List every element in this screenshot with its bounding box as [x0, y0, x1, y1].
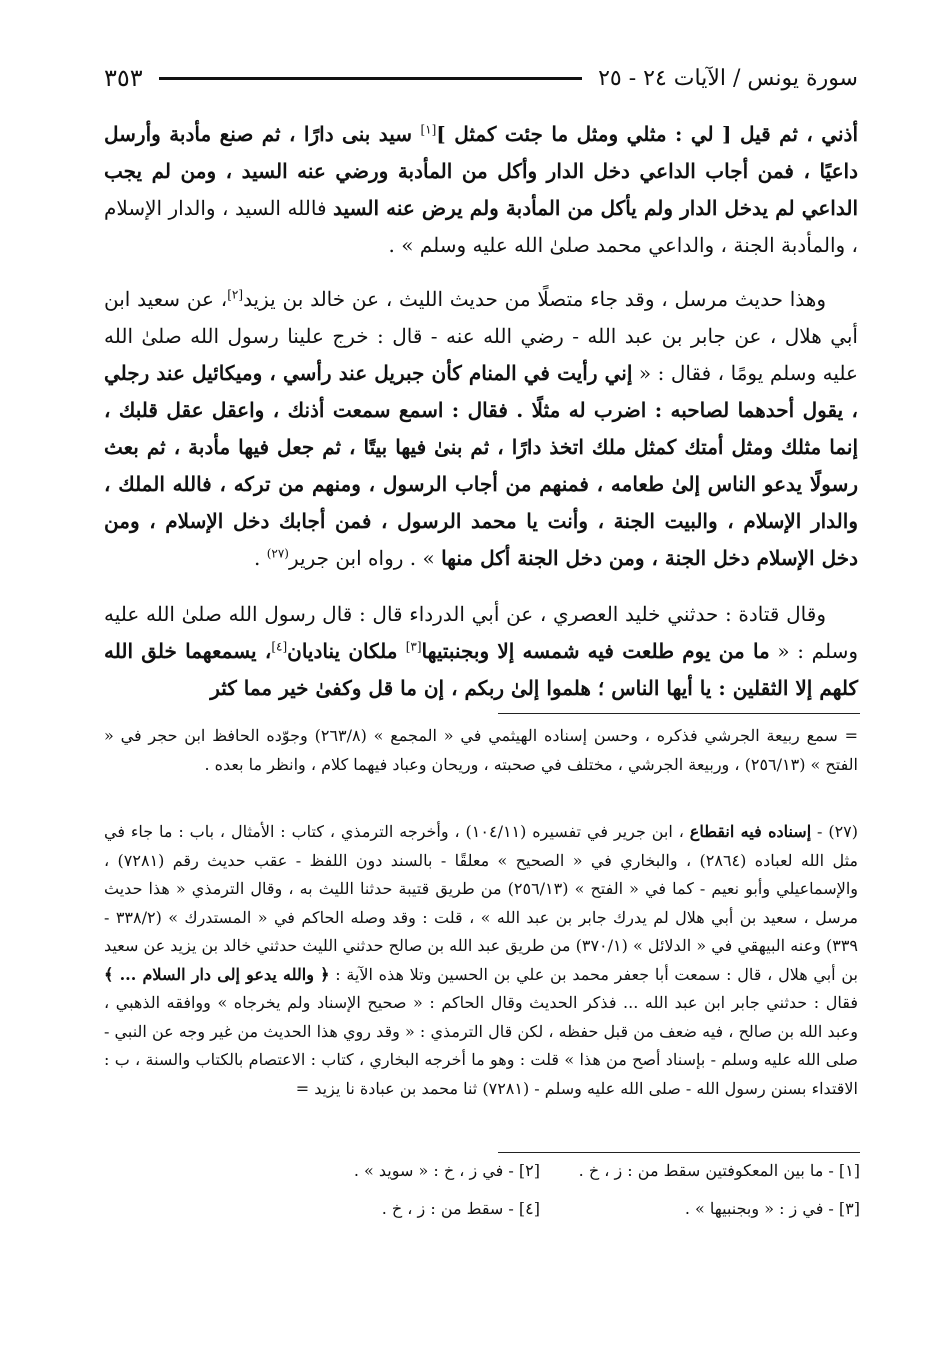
footnote-marker: [٣] — [405, 639, 422, 654]
footnote-marker: [٢] — [227, 287, 244, 302]
plain-text: وهذا حديث مرسل ، وقد جاء متصلًا من حديث الليث ، عن خالد بن يزيد — [243, 287, 827, 311]
plain-text: فالله السيد ، والدار الإسلام ، والمأدبة الجنة ، والداعي محمد صلىٰ الله عليه وسلم » . — [104, 196, 858, 257]
footnote-number: (٢٧) - — [811, 822, 859, 841]
bold-text: ملكان يناديان — [287, 639, 406, 663]
footnote-marker: (٢٧) — [266, 546, 289, 561]
variant-note: [٤] - سقط من : ز ، خ . — [381, 1199, 540, 1218]
bold-text: إسناده فيه انقطاع — [689, 822, 812, 841]
plain-text: . — [253, 546, 267, 570]
variant-notes — [220, 1158, 860, 1222]
footnote-separator — [498, 713, 860, 714]
variant-note: [٣] - في ز : « وبجنبيها » . — [684, 1199, 860, 1218]
plain-text: ، ابن جرير في تفسيره (١٠٤/١١) ، وأخرجه الترمذي ، كتاب : الأمثال ، باب : ما جاء في مثل الله لعباده (٢٨٦٤) ، والبخاري في « الصحيح » معلقًا - بالسند دون اللفظ - عقب حديث رقم (٧٢٨١) ، والإسماعيلي وأبو نعيم - كما في « الفتح » (٢٥٦/١٣) من طريق قتيبة حدثنا الليث به ، وقال الترمذي « هذا حديث مرسل ، سعيد بن أبي هلال لم يدرك جابر بن عبد الله » ، قلت : وقد وصله الحاكم في « المستدرك » (٣٣٨/٢ - ٣٣٩) وعنه البيهقي في « الدلائل » (٣٧٠/١) من طريق عبد الله بن صالح حدثني الليث حدثني خالد بن يزيد عن سعيد بن أبي هلال ، قال : سمعت أبا جعفر محمد بن علي بن الحسين وتلا هذه الآية : — [104, 822, 859, 984]
bold-text: إني رأيت في المنام كأن جبريل عند رأسي ، وميكائيل عند رجلي ، يقول أحدهما لصاحبه : اضرب له مثلًا . فقال : اسمع سمعت أذنك ، واعقل عقل قلبك ، إنما مثلك ومثل أمتك كمثل ملك اتخذ دارًا ، ثم بنىٰ فيها بيتًا ، ثم جعل فيها مأدبة ، ثم بعث رسولًا يدعو الناس إلىٰ طعامه ، فمنهم من أجاب الرسول ، ومنهم من تركه ، فالله الملك ، والدار الإسلام ، والبيت الجنة ، وأنت يا محمد الرسول ، فمن أجابك دخل الإسلام ، ومن دخل الإسلام دخل الجنة ، ومن دخل الجنة أكل منها — [104, 361, 858, 570]
footnote-marker: [٤] — [271, 639, 288, 654]
footnote-marker: [١] — [420, 122, 437, 137]
page-number: ٣٥٣ — [104, 64, 143, 92]
paragraph-3 — [104, 596, 858, 707]
footnote-27 — [104, 818, 858, 1103]
paragraph-1 — [104, 116, 858, 264]
variant-notes-separator — [498, 1152, 860, 1153]
variant-note: [١] - ما بين المعكوفتين سقط من : ز ، خ . — [578, 1161, 860, 1180]
plain-text: وقال قتادة : حدثني خليد العصري ، عن أبي الدرداء قال : قال رسول الله صلىٰ الله عليه وسلم : « — [104, 602, 858, 663]
plain-text: » . رواه ابن جرير — [288, 546, 442, 570]
quran-verse: ﴿ والله يدعو إلى دار السلام ... ﴾ — [104, 964, 330, 984]
bold-text: ما من يوم طلعت فيه شمسه إلا وبجنبتيها — [421, 639, 770, 663]
running-title: سورة يونس / الآيات ٢٤ - ٢٥ — [598, 65, 858, 91]
page-header — [104, 58, 858, 98]
header-rule — [159, 77, 582, 80]
paragraph-2 — [104, 281, 858, 577]
variant-note: [٢] - في ز ، خ : « سويد » . — [353, 1161, 540, 1180]
bold-text: سيد بنى دارًا ، ثم صنع مأدبة وأرسل داعيًا ، فمن أجاب الداعي دخل الدار وأكل من المأدبة ورضي عنه السيد ، ومن لم يجب الداعي لم يدخل الدار ولم يأكل من المأدبة ولم يرض عنه السيد — [104, 122, 858, 220]
bold-text: ، يسمعهما خلق الله كلهم إلا الثقلين : يا أيها الناس ؛ هلموا إلىٰ ربكم ، إن ما قل وكفىٰ خير مما كثر — [104, 639, 858, 700]
bold-text: أذني ، ثم قيل [ لي : مثلي ومثل ما جئت كمثل ] — [436, 122, 859, 146]
plain-text: فقال : حدثني جابر ابن عبد الله ... فذكر الحديث وقال الحاكم : « صحيح الإسناد ولم يخرجاه » ووافقه الذهبي ، وعبد الله بن صالح ، فيه ضعف من قبل حفظه ، لكن قال الترمذي : « وقد روي هذا الحديث من غير وجه عن النبي - صلى الله عليه وسلم - بإسناد أصح من هذا » قلت : وهو ما أخرجه البخاري ، كتاب : الاعتصام بالكتاب والسنة ، ب : الاقتداء بسنن رسول الله - صلى الله عليه وسلم - (٧٢٨١) ثنا محمد بن عبادة نا يزيد = — [104, 993, 859, 1098]
footnote-26-continued: = سمع ربيعة الجرشي فذكره ، وحسن إسناده الهيثمي في « المجمع » (٢٦٣/٨) وجوّده الحافظ ابن حجر في « الفتح » (٢٥٦/١٣) ، وربيعة الجرشي ، مختلف في صحبته ، وريحان وعباد فيهما كلام ، وانظر ما بعده . — [104, 726, 859, 774]
plain-text: ، عن سعيد ابن أبي هلال ، عن جابر بن عبد الله - رضي الله عنه - قال : خرج علينا رسول الله صلىٰ الله عليه وسلم يومًا ، فقال : « — [104, 287, 858, 385]
